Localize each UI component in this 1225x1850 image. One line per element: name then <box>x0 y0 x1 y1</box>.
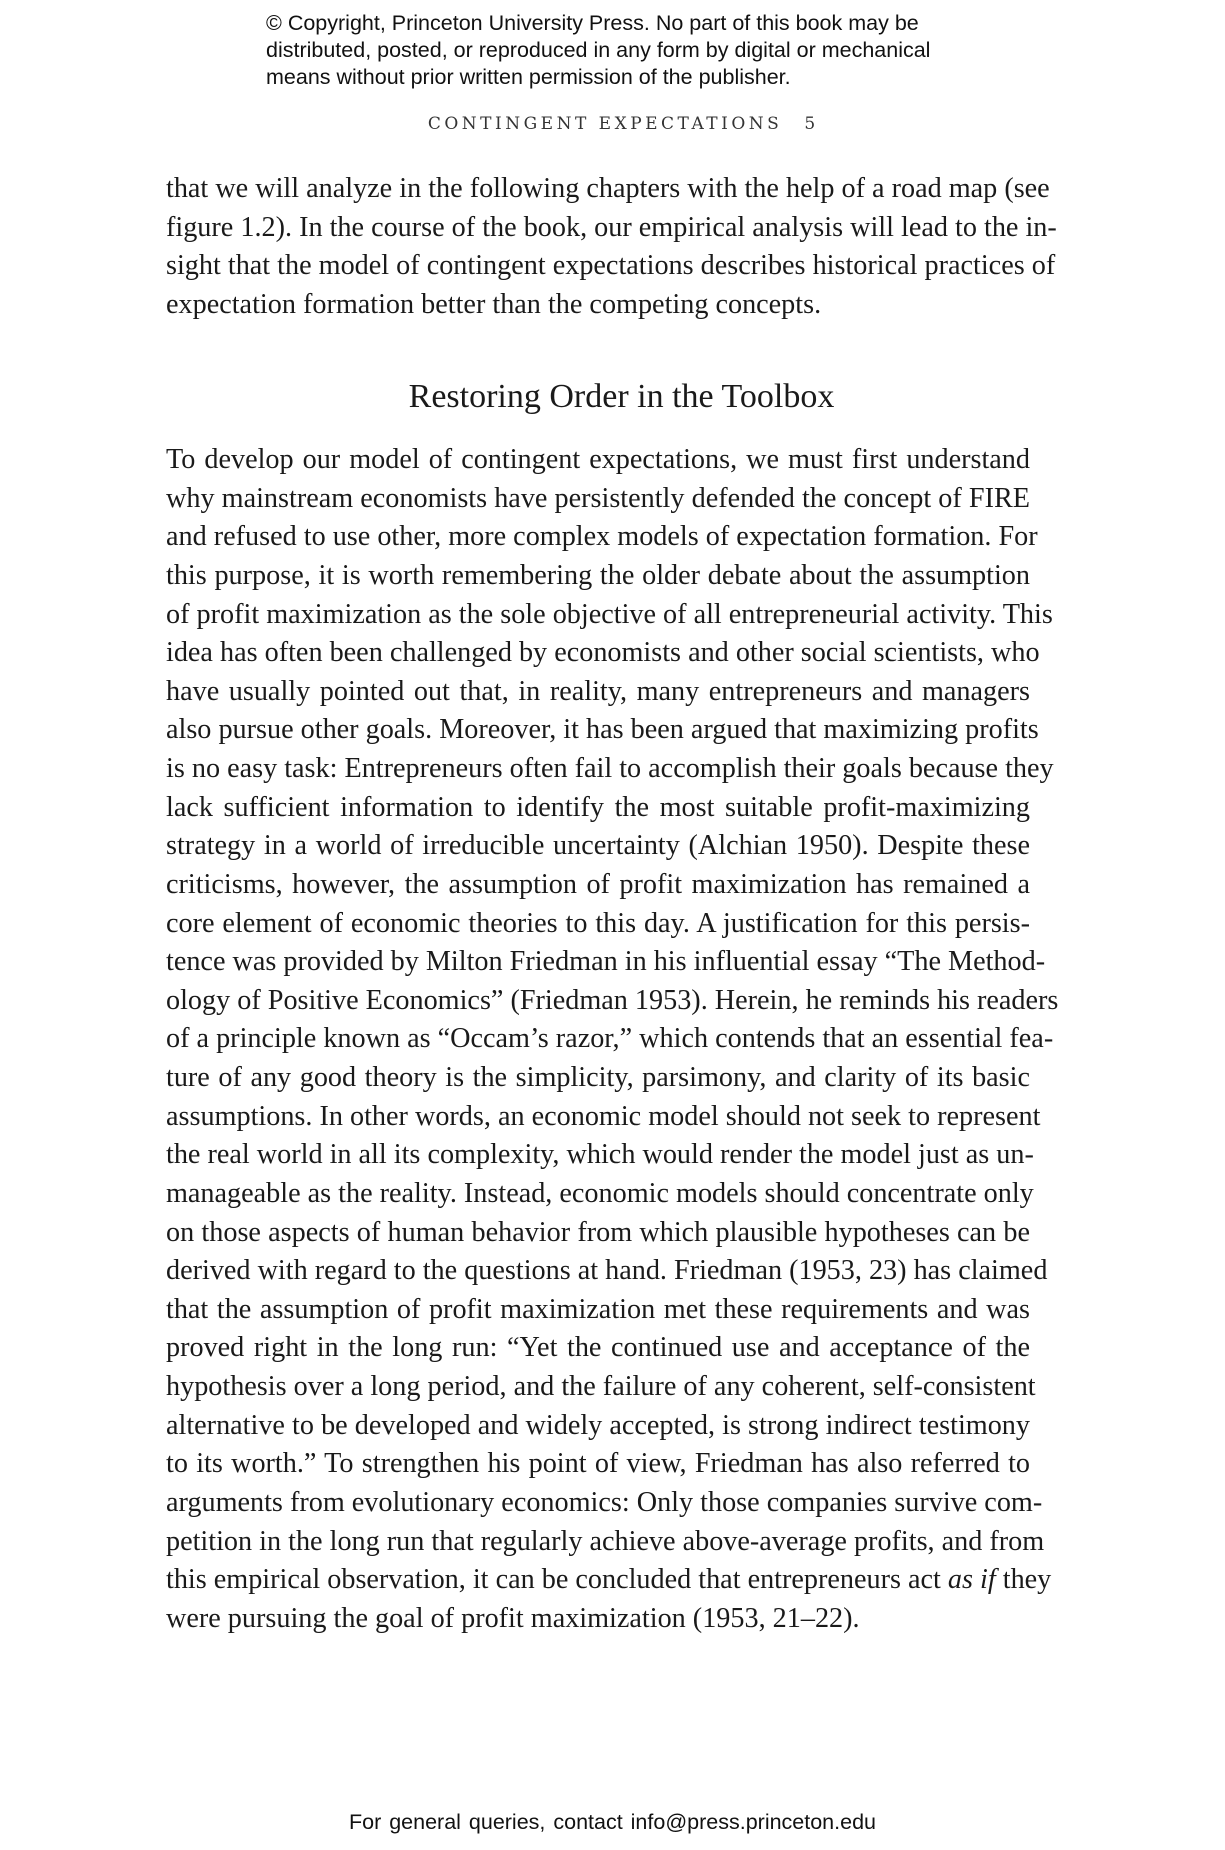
text-line: arguments from evolutionary economics: Only those companies survive com- <box>166 1486 1043 1518</box>
page-number: 5 <box>804 114 816 134</box>
running-head-title: CONTINGENT EXPECTATIONS <box>427 114 783 134</box>
text-line: petition in the long run that regularly achieve above-average profits, and from <box>166 1525 1045 1557</box>
text-line: to its worth.” To strengthen his point of view, Friedman has also referred to <box>166 1448 1030 1480</box>
text-line: tence was provided by Milton Friedman in his influential essay “The Method- <box>166 946 1046 978</box>
text-line: alternative to be developed and widely accepted, is strong indirect testimony <box>166 1409 1030 1441</box>
section-heading: Restoring Order in the Toolbox <box>408 378 835 415</box>
footer-contact: For general queries, contact info@press.princeton.edu <box>348 1810 876 1834</box>
text-segment: this empirical observation, it can be concluded that entrepreneurs act <box>166 1564 948 1596</box>
text-line: have usually pointed out that, in reality, many entrepreneurs and managers <box>166 675 1030 707</box>
text-line: derived with regard to the questions at hand. Friedman (1953, 23) has claimed <box>166 1255 1048 1287</box>
copyright-line: distributed, posted, or reproduced in any form by digital or mechanical <box>266 38 931 62</box>
text-line: that the assumption of profit maximization met these requirements and was <box>166 1293 1030 1325</box>
text-line: manageable as the reality. Instead, economic models should concentrate only <box>166 1177 1034 1209</box>
text-line: strategy in a world of irreducible uncertainty (Alchian 1950). Despite these <box>166 830 1030 862</box>
text-line: also pursue other goals. Moreover, it has been argued that maximizing profits <box>166 714 1039 746</box>
text-segment: they <box>995 1564 1052 1596</box>
text-line: that we will analyze in the following chapters with the help of a road map (see <box>166 173 1050 204</box>
copyright-line: means without prior written permission of the publisher. <box>266 65 791 89</box>
text-line: core element of economic theories to this day. A justification for this persis- <box>166 907 1030 939</box>
text-line: To develop our model of contingent expectations, we must first understand <box>166 444 1030 475</box>
text-line: of a principle known as “Occam’s razor,” which contends that an essential fea- <box>166 1023 1054 1055</box>
text-line: proved right in the long run: “Yet the continued use and acceptance of the <box>166 1332 1030 1364</box>
text-line: and refused to use other, more complex models of expectation formation. For <box>166 521 1038 553</box>
text-line: were pursuing the goal of profit maximization (1953, 21–22). <box>166 1602 860 1634</box>
text-line: ture of any good theory is the simplicity, parsimony, and clarity of its basic <box>166 1062 1030 1093</box>
text-line: assumptions. In other words, an economic model should not seek to represent <box>166 1100 1041 1132</box>
text-line: is no easy task: Entrepreneurs often fail to accomplish their goals because they <box>166 753 1054 784</box>
text-line: the real world in all its complexity, which would render the model just as un- <box>166 1139 1034 1171</box>
text-line: idea has often been challenged by economists and other social scientists, who <box>166 637 1040 669</box>
text-line: sight that the model of contingent expectations describes historical practices of <box>166 250 1056 282</box>
text-line: figure 1.2). In the course of the book, our empirical analysis will lead to the in- <box>166 211 1057 243</box>
text-line: this purpose, it is worth remembering the older debate about the assumption <box>166 559 1030 591</box>
paragraph-intro <box>166 170 1057 324</box>
text-line: ology of Positive Economics” (Friedman 1953). Herein, he reminds his readers <box>166 984 1059 1016</box>
text-line: expectation formation better than the competing concepts. <box>166 288 822 320</box>
copyright-line: © Copyright, Princeton University Press. No part of this book may be <box>266 11 919 35</box>
text-line: lack sufficient information to identify the most suitable profit-maximizing <box>166 791 1030 823</box>
text-line: hypothesis over a long period, and the failure of any coherent, self-consistent <box>166 1371 1036 1402</box>
running-head <box>0 114 1225 134</box>
text-line: criticisms, however, the assumption of profit maximization has remained a <box>166 868 1030 900</box>
text-line: on those aspects of human behavior from which plausible hypotheses can be <box>166 1216 1030 1248</box>
text-line-with-emphasis <box>166 1561 1052 1600</box>
paragraph-main <box>166 441 1059 1638</box>
text-line: why mainstream economists have persistently defended the concept of FIRE <box>166 482 1030 514</box>
text-line: of profit maximization as the sole objective of all entrepreneurial activity. This <box>166 598 1053 630</box>
copyright-notice <box>266 10 1026 91</box>
emphasis-as-if: as if <box>947 1564 996 1596</box>
